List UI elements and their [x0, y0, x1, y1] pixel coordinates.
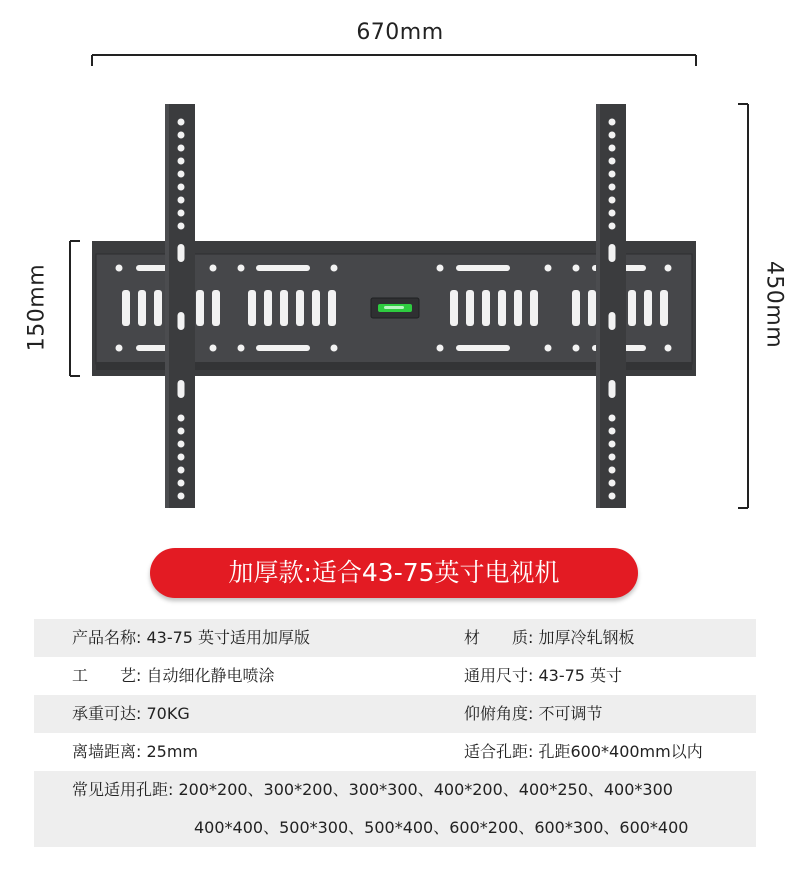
right-mounting-arm [596, 104, 626, 508]
spec-wall-distance: 离墙距离: 25mm [72, 742, 199, 761]
total-height-dimension-line [738, 104, 748, 508]
bubble-level-icon [371, 298, 419, 318]
product-title-banner: 加厚款:适合43-75英寸电视机 [150, 548, 638, 598]
width-dimension-label: 670mm [356, 20, 444, 45]
vesa-line-1: 常见适用孔距: 200*200、300*200、300*300、400*200、400*250、400*300 [72, 780, 673, 799]
table-row [34, 695, 756, 733]
spec-load-capacity: 承重可达: 70KG [72, 704, 190, 723]
spec-material: 材 质: 加厚冷轧钢板 [464, 628, 635, 647]
spec-table [34, 619, 756, 847]
plate-height-dimension-label: 150mm [24, 263, 50, 352]
spec-hole-spacing: 适合孔距: 孔距600*400mm以内 [464, 742, 703, 761]
table-row [34, 619, 756, 657]
spec-universal-size: 通用尺寸: 43-75 英寸 [464, 666, 623, 685]
table-row [34, 771, 756, 809]
table-row [34, 657, 756, 695]
left-mounting-arm [165, 104, 195, 508]
total-height-dimension-label: 450mm [761, 260, 787, 349]
table-row [34, 733, 756, 771]
spec-process: 工 艺: 自动细化静电喷涂 [72, 666, 275, 685]
plate-height-dimension-line [70, 241, 80, 376]
width-dimension-line [92, 55, 696, 66]
table-row [34, 809, 756, 847]
spec-product-name: 产品名称: 43-75 英寸适用加厚版 [72, 628, 311, 647]
spec-tilt-angle: 仰俯角度: 不可调节 [464, 704, 603, 723]
vesa-line-2: 400*400、500*300、500*400、600*200、600*300、600*400 [194, 818, 689, 837]
